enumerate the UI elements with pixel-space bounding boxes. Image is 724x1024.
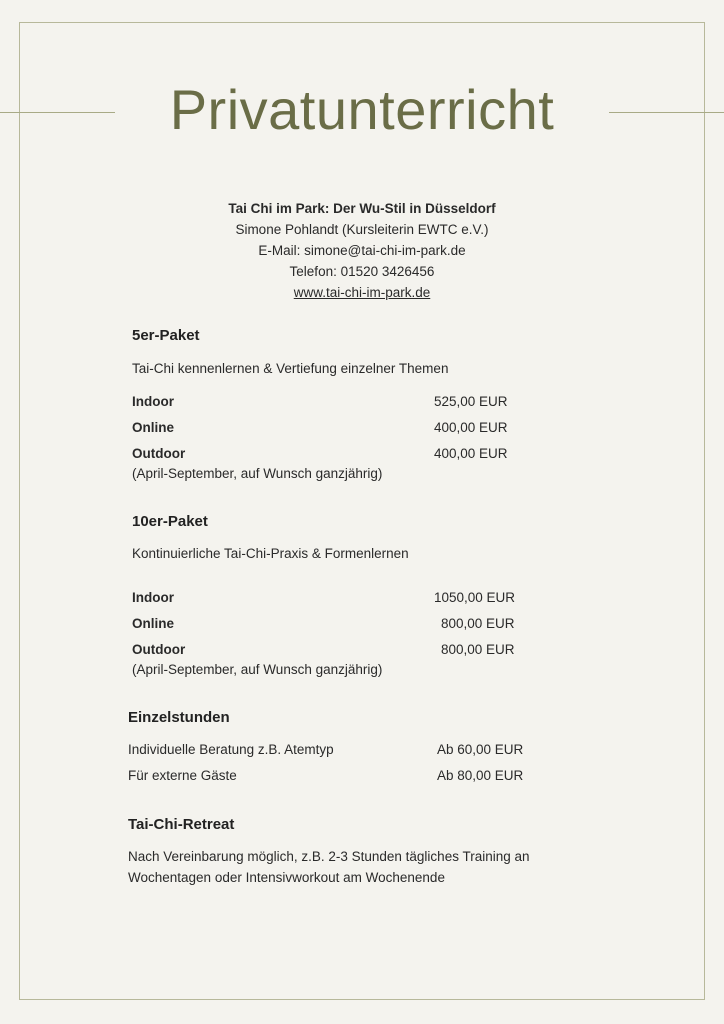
instructor-name: Simone Pohlandt (Kursleiterin EWTC e.V.) xyxy=(235,222,489,237)
organization-name: Tai Chi im Park: Der Wu-Stil in Düsseldorf xyxy=(228,201,496,216)
package10-online-price: 800,00 EUR xyxy=(441,616,515,631)
single-consultation-label: Individuelle Beratung z.B. Atemtyp xyxy=(128,742,334,757)
package10-description: Kontinuierliche Tai-Chi-Praxis & Formenlernen xyxy=(132,546,409,561)
package10-outdoor-note: (April-September, auf Wunsch ganzjährig) xyxy=(132,662,383,677)
package5-online-label: Online xyxy=(132,420,175,435)
single-guests-price: Ab 80,00 EUR xyxy=(437,768,524,783)
package10-online-label: Online xyxy=(132,616,175,631)
package5-outdoor-price: 400,00 EUR xyxy=(434,446,508,461)
package5-outdoor-note: (April-September, auf Wunsch ganzjährig) xyxy=(132,466,383,481)
package10-heading: 10er-Paket xyxy=(132,513,208,530)
retreat-text-line1: Nach Vereinbarung möglich, z.B. 2-3 Stunden tägliches Training an xyxy=(128,849,530,864)
package10-outdoor-label: Outdoor xyxy=(132,642,186,657)
single-guests-label: Für externe Gäste xyxy=(128,768,237,783)
package5-indoor-label: Indoor xyxy=(132,394,174,409)
package10-indoor-label: Indoor xyxy=(132,590,174,605)
website-link[interactable]: www.tai-chi-im-park.de xyxy=(293,285,431,300)
package5-online-price: 400,00 EUR xyxy=(434,420,508,435)
contact-block xyxy=(0,198,724,303)
retreat-text-line2: Wochentagen oder Intensivworkout am Wochenende xyxy=(128,870,445,885)
page-title: Privatunterricht xyxy=(169,78,555,141)
package5-indoor-price: 525,00 EUR xyxy=(434,394,508,409)
email-text: E-Mail: simone@tai-chi-im-park.de xyxy=(258,243,466,258)
package10-outdoor-price: 800,00 EUR xyxy=(441,642,515,657)
package5-outdoor-label: Outdoor xyxy=(132,446,186,461)
package5-heading: 5er-Paket xyxy=(132,327,200,344)
single-lessons-heading: Einzelstunden xyxy=(128,709,230,726)
single-consultation-price: Ab 60,00 EUR xyxy=(437,742,524,757)
retreat-heading: Tai-Chi-Retreat xyxy=(128,816,235,833)
package5-description: Tai-Chi kennenlernen & Vertiefung einzelner Themen xyxy=(132,361,449,376)
package10-indoor-price: 1050,00 EUR xyxy=(434,590,516,605)
phone-text: Telefon: 01520 3426456 xyxy=(289,264,435,279)
